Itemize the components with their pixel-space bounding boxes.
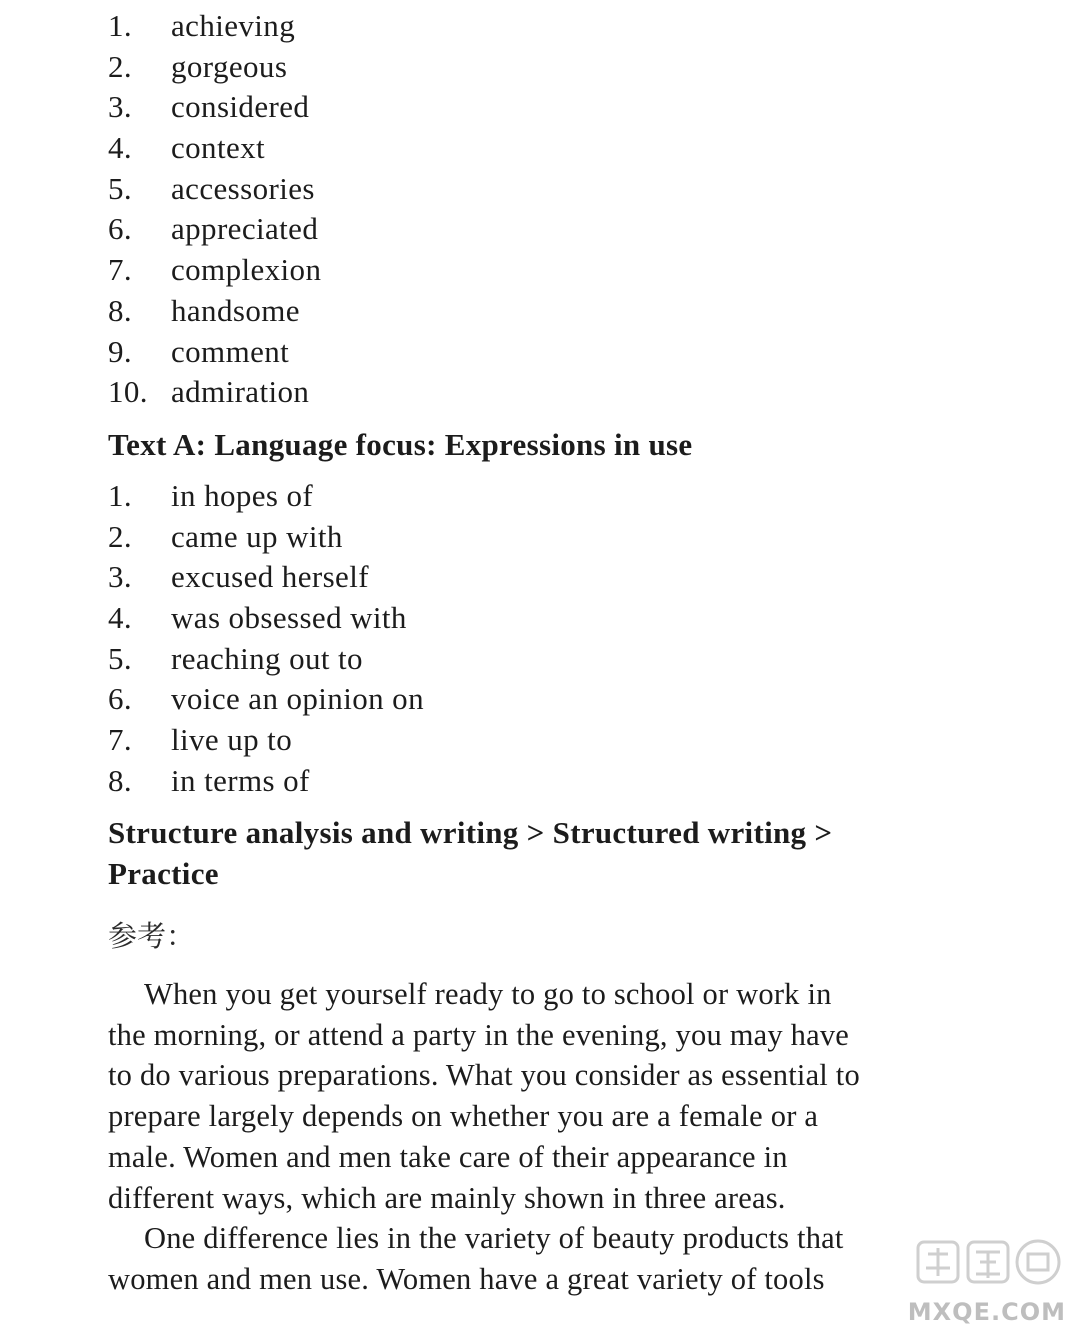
item-answer: handsome (171, 292, 300, 328)
list-item (108, 250, 321, 291)
list-item (108, 598, 424, 639)
watermark-seal-icon (910, 1234, 1070, 1294)
list-item (108, 517, 424, 558)
list-item (108, 761, 424, 802)
item-number: 2. (108, 518, 133, 554)
list-item (108, 557, 424, 598)
item-number: 9. (108, 333, 133, 369)
item-number: 2. (108, 48, 133, 84)
paragraph-line: When you get yourself ready to go to school or work in (144, 977, 832, 1011)
item-answer: live up to (171, 722, 293, 758)
item-answer: came up with (171, 518, 343, 554)
item-answer: considered (171, 89, 310, 125)
paragraph-line: male. Women and men take care of their appearance in (108, 1139, 788, 1174)
item-number: 1. (108, 478, 133, 513)
item-answer: comment (171, 333, 290, 369)
list-item (108, 169, 321, 210)
section-heading-structure: Structure analysis and writing > Structured writing > (108, 815, 833, 850)
list-item (108, 209, 321, 250)
item-number: 8. (108, 292, 133, 328)
paragraph-line: the morning, or attend a party in the evening, you may have (108, 1017, 850, 1052)
paragraph-line: prepare largely depends on whether you are a female or a (108, 1099, 819, 1134)
paragraph-line: One difference lies in the variety of beauty products that (144, 1221, 844, 1255)
expressions-answer-list (108, 476, 424, 802)
section-heading-expressions: Text A: Language focus: Expressions in use (108, 427, 693, 462)
item-answer: reaching out to (171, 640, 363, 676)
item-number: 6. (108, 681, 133, 717)
item-answer: admiration (171, 374, 310, 410)
item-number: 8. (108, 762, 133, 798)
list-item (108, 720, 424, 761)
essay-paragraph-1 (108, 974, 978, 1218)
list-item (108, 372, 321, 413)
list-item (108, 639, 424, 680)
item-number: 5. (108, 170, 133, 206)
item-answer: accessories (171, 170, 315, 206)
list-item (108, 291, 321, 332)
paragraph-line: women and men use. Women have a great variety of tools (108, 1261, 825, 1296)
item-number: 7. (108, 252, 133, 288)
list-item (108, 476, 424, 517)
item-answer: complexion (171, 252, 322, 288)
item-answer: context (171, 130, 266, 166)
item-number: 7. (108, 722, 133, 758)
item-number: 1. (108, 8, 133, 43)
item-number: 4. (108, 600, 133, 636)
item-number: 6. (108, 211, 133, 247)
item-answer: in terms of (171, 762, 310, 798)
item-number: 5. (108, 640, 133, 676)
section-heading-practice: Practice (108, 856, 219, 891)
list-item (108, 332, 321, 373)
item-answer: excused herself (171, 559, 369, 595)
item-answer: in hopes of (171, 478, 314, 513)
reference-label: 参考： (108, 919, 196, 953)
list-item (108, 47, 321, 88)
item-number: 4. (108, 130, 133, 166)
essay-paragraph-2 (108, 1218, 978, 1299)
item-answer: gorgeous (171, 48, 288, 84)
item-answer: appreciated (171, 211, 319, 247)
item-number: 10. (108, 374, 148, 410)
item-number: 3. (108, 559, 133, 595)
list-item (108, 6, 321, 47)
item-answer: voice an opinion on (171, 681, 424, 717)
watermark-text: MXQE.COM (907, 1298, 1066, 1326)
list-item (108, 679, 424, 720)
list-item (108, 87, 321, 128)
item-answer: achieving (171, 8, 296, 43)
paragraph-line: to do various preparations. What you consider as essential to (108, 1058, 860, 1093)
item-number: 3. (108, 89, 133, 125)
paragraph-line: different ways, which are mainly shown in three areas. (108, 1180, 786, 1215)
list-item (108, 128, 321, 169)
vocabulary-answer-list (108, 6, 321, 413)
item-answer: was obsessed with (171, 600, 407, 636)
